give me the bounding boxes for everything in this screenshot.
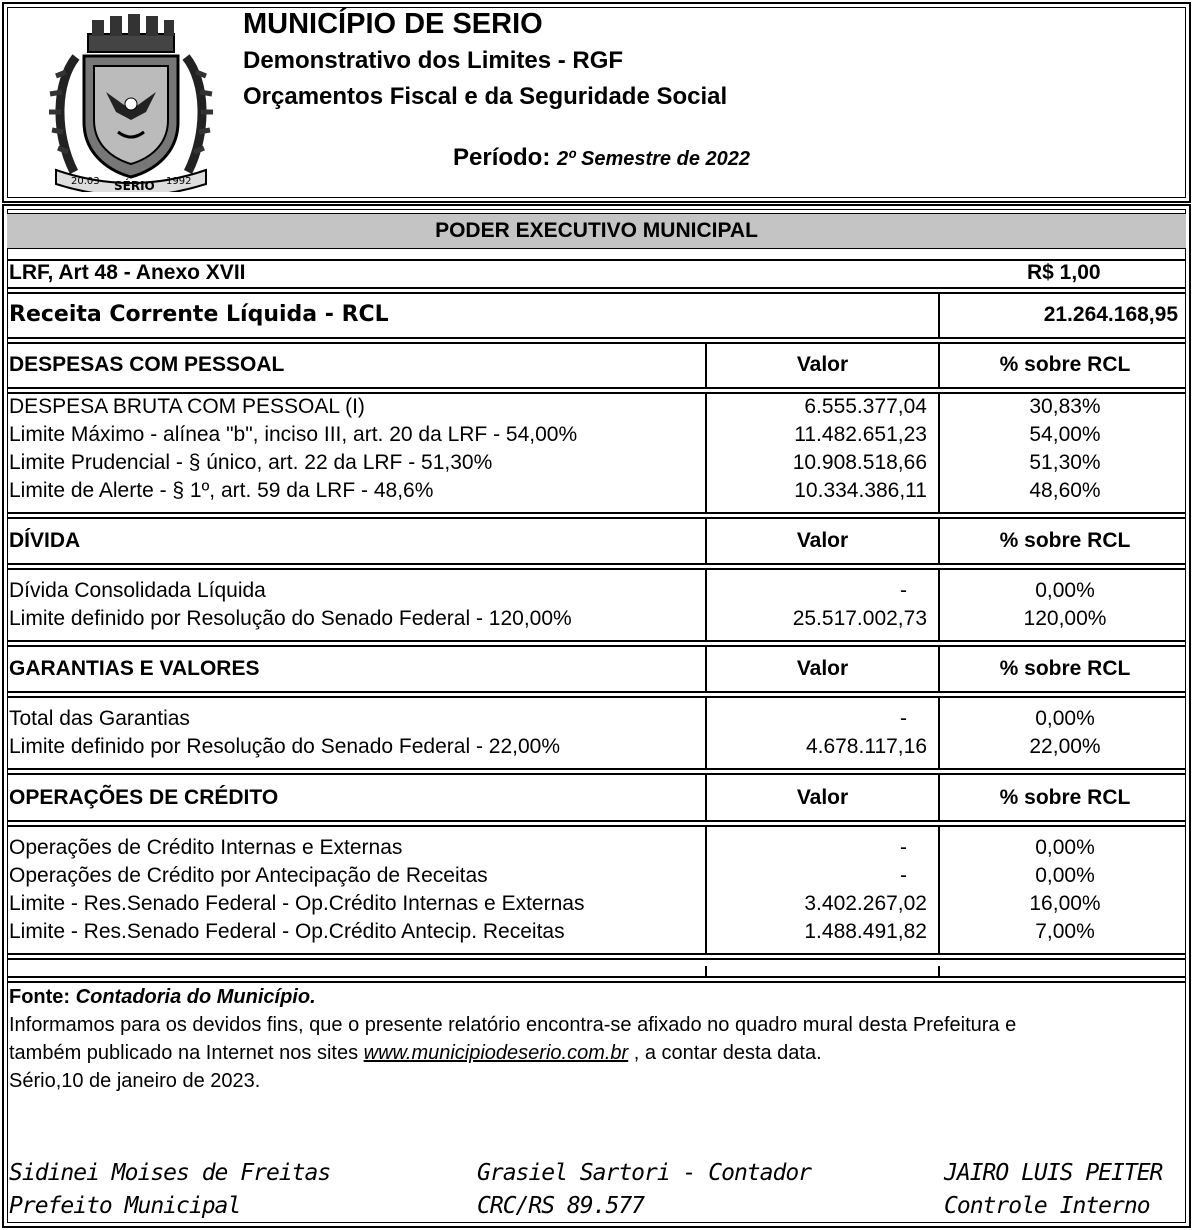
row-pct: 16,00%: [1029, 892, 1101, 915]
row-pct: 0,00%: [1035, 707, 1095, 730]
section-title: DÍVIDA: [9, 529, 81, 552]
rule: [705, 966, 707, 976]
column-header-value: Valor: [796, 353, 849, 376]
row-pct: 51,30%: [1029, 451, 1101, 474]
source-label: Fonte:: [9, 986, 71, 1008]
crest-year-right: 1992: [166, 176, 192, 187]
signature-role-accountant: CRC/RS 89.577: [477, 1193, 645, 1219]
rule: [7, 512, 1186, 514]
row-pct: 120,00%: [1023, 607, 1107, 630]
rcl-value: 21.264.168,95: [1043, 303, 1178, 326]
row-pct: 30,83%: [1029, 395, 1101, 418]
row-pct: 0,00%: [1035, 864, 1095, 887]
row-label: Operações de Crédito Internas e Externas: [9, 836, 403, 859]
row-pct: 22,00%: [1029, 735, 1101, 758]
column-header-pct: % sobre RCL: [999, 529, 1131, 552]
period-label: Período:: [453, 144, 551, 171]
row-label: DESPESA BRUTA COM PESSOAL (I): [9, 395, 365, 418]
row-label: Operações de Crédito por Antecipação de Receitas: [9, 864, 488, 887]
source-line: [9, 983, 316, 1011]
notice-prefix: também publicado na Internet nos sites: [9, 1042, 364, 1064]
rule: [7, 691, 1186, 693]
row-pct: 48,60%: [1029, 479, 1101, 502]
municipal-crest-icon: [46, 12, 216, 192]
crest-year-left: 20.03: [71, 176, 100, 187]
row-pct: 54,00%: [1029, 423, 1101, 446]
municipality-title: MUNICÍPIO DE SERIO: [243, 8, 543, 40]
rule: [7, 568, 1186, 570]
notice-line-2: [9, 1039, 822, 1067]
rule: [7, 517, 1186, 519]
rule: [938, 966, 940, 976]
budget-title: Orçamentos Fiscal e da Seguridade Social: [243, 83, 728, 110]
row-value: 3.402.267,02: [804, 892, 927, 915]
column-header-pct: % sobre RCL: [999, 786, 1131, 809]
rule: [7, 768, 1186, 770]
rule: [7, 976, 1186, 978]
signature-name-accountant: Grasiel Sartori - Contador: [477, 1160, 812, 1186]
rule: [938, 293, 940, 337]
period-value: 2º Semestre de 2022: [557, 148, 751, 170]
row-value: 10.908.518,66: [792, 451, 927, 474]
column-header-value: Valor: [796, 529, 849, 552]
section-title: DESPESAS COM PESSOAL: [9, 353, 285, 376]
column-header-pct: % sobre RCL: [999, 657, 1131, 680]
row-label: Limite - Res.Senado Federal - Op.Crédito Internas e Externas: [9, 892, 585, 915]
rule: [7, 342, 1186, 344]
row-label: Limite - Res.Senado Federal - Op.Crédito Antecip. Receitas: [9, 920, 565, 943]
rule: [7, 640, 1186, 642]
row-label: Limite Prudencial - § único, art. 22 da LRF - 51,30%: [9, 451, 493, 474]
column-header-value: Valor: [796, 786, 849, 809]
notice-suffix: , a contar desta data.: [628, 1042, 822, 1064]
signature-name-mayor: Sidinei Moises de Freitas: [9, 1160, 331, 1186]
row-value: -: [900, 864, 907, 887]
section-title: GARANTIAS E VALORES: [9, 657, 260, 680]
rule: [7, 820, 1186, 822]
crest-motto: SÉRIO: [114, 179, 155, 192]
row-value: -: [900, 579, 907, 602]
row-pct: 0,00%: [1035, 579, 1095, 602]
row-pct: 0,00%: [1035, 836, 1095, 859]
row-label: Dívida Consolidada Líquida: [9, 579, 266, 602]
law-reference: LRF, Art 48 - Anexo XVII: [9, 261, 246, 284]
report-date: Sério,10 de janeiro de 2023.: [9, 1070, 261, 1092]
signature-role-controller: Controle Interno: [944, 1193, 1150, 1219]
rule: [7, 645, 1186, 647]
row-label: Total das Garantias: [9, 707, 190, 730]
row-value: 11.482.651,23: [794, 423, 927, 446]
website-link[interactable]: www.municipiodeserio.com.br: [363, 1042, 629, 1064]
row-value: 6.555.377,04: [804, 395, 927, 418]
rule: [7, 387, 1186, 389]
row-value: 25.517.002,73: [792, 607, 927, 630]
period-line: [453, 144, 750, 172]
row-label: Limite Máximo - alínea "b", inciso III, art. 20 da LRF - 54,00%: [9, 423, 578, 446]
signature-role-mayor: Prefeito Municipal: [9, 1193, 241, 1219]
rule: [7, 825, 1186, 827]
rule: [7, 563, 1186, 565]
source-value: Contadoria do Município.: [75, 986, 316, 1008]
rule: [7, 292, 1186, 294]
row-label: Limite definido por Resolução do Senado Federal - 22,00%: [9, 735, 561, 758]
row-value: 10.334.386,11: [794, 479, 927, 502]
row-label: Limite definido por Resolução do Senado Federal - 120,00%: [9, 607, 572, 630]
rule: [7, 337, 1186, 339]
currency-unit: R$ 1,00: [1027, 261, 1101, 284]
section-banner: PODER EXECUTIVO MUNICIPAL: [7, 213, 1186, 249]
row-value: 1.488.491,82: [804, 920, 927, 943]
row-value: 4.678.117,16: [805, 735, 927, 758]
column-header-value: Valor: [796, 657, 849, 680]
rule: [7, 958, 1186, 960]
rule: [7, 696, 1186, 698]
rcl-label: Receita Corrente Líquida - RCL: [9, 302, 389, 327]
section-title: OPERAÇÕES DE CRÉDITO: [9, 786, 279, 809]
row-pct: 7,00%: [1035, 920, 1095, 943]
notice-line-1: Informamos para os devidos fins, que o presente relatório encontra-se afixado no quadro mural desta Prefeitura e: [9, 1014, 1017, 1036]
rule: [7, 287, 1186, 289]
rule: [7, 773, 1186, 775]
signature-name-controller: JAIRO LUIS PEITER: [944, 1160, 1163, 1186]
row-label: Limite de Alerte - § 1º, art. 59 da LRF - 48,6%: [9, 479, 434, 502]
row-value: -: [900, 707, 907, 730]
rule: [7, 953, 1186, 955]
report-title: Demonstrativo dos Limites - RGF: [243, 47, 624, 74]
row-value: -: [900, 836, 907, 859]
column-header-pct: % sobre RCL: [999, 353, 1131, 376]
